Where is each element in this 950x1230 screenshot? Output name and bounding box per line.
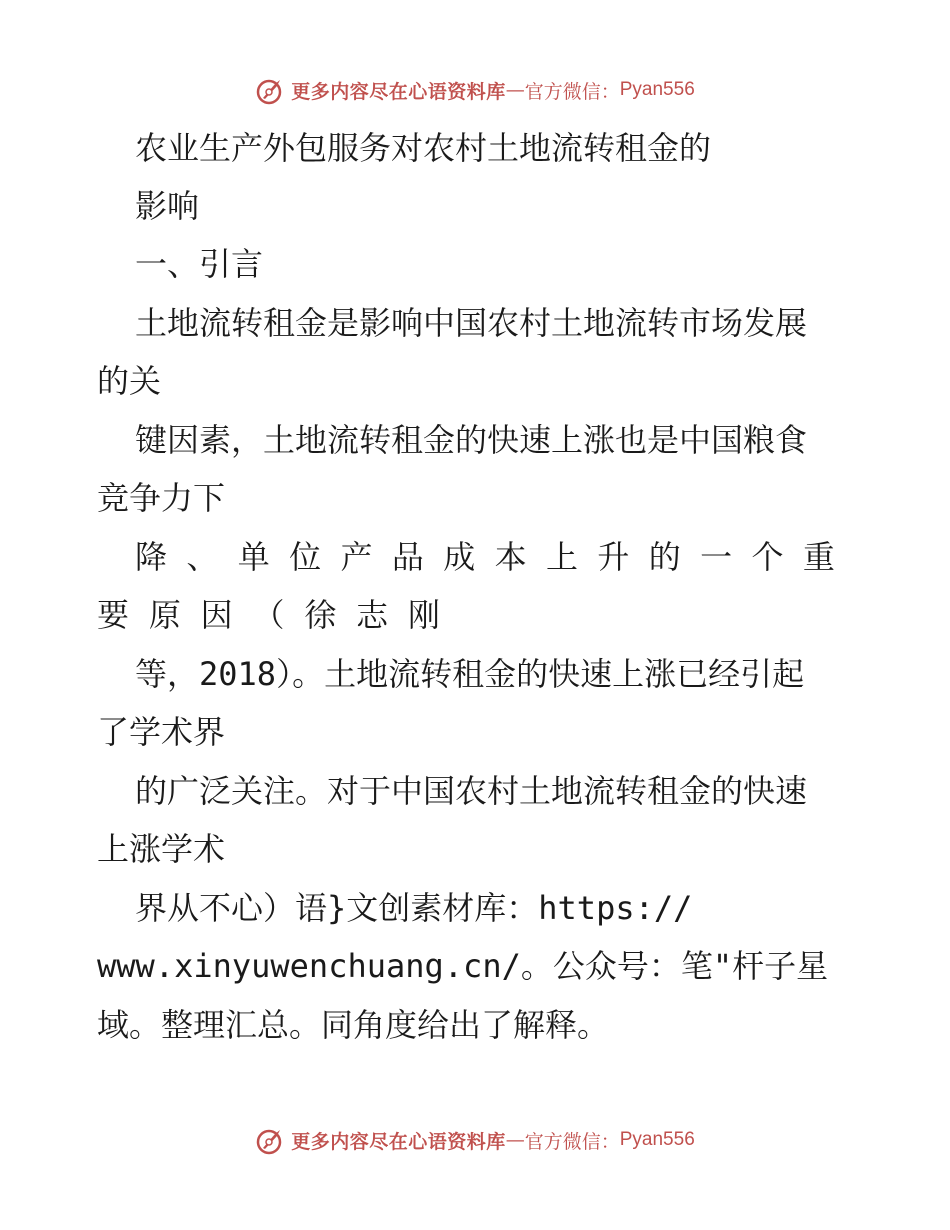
char: 位: [289, 538, 322, 576]
char: 个: [751, 538, 784, 576]
char: 原: [148, 596, 181, 634]
banner-dash: —: [505, 1129, 525, 1151]
body-line: 上涨学术: [97, 830, 226, 868]
char: 、: [186, 538, 219, 576]
char: 单: [237, 538, 270, 576]
char: 刚: [407, 596, 440, 634]
header-banner: [0, 70, 950, 110]
char: 上: [546, 538, 579, 576]
body-line-justified: [0, 595, 950, 635]
char: 要: [97, 596, 130, 634]
char: 徐: [304, 596, 337, 634]
banner-wechat-id: Pyan556: [619, 1129, 695, 1150]
banner-wechat-label: 官方微信：: [524, 1130, 620, 1153]
document-title-line-1: 农业生产外包服务对农村土地流转租金的: [135, 129, 712, 167]
char: （: [252, 596, 285, 634]
char: 降: [135, 538, 168, 576]
body-line-justified: [0, 537, 950, 577]
body-line: www.xinyuwenchuang.cn/。公众号：笔"杆子星: [97, 947, 829, 985]
char: 志: [356, 596, 389, 634]
pen-nib-logo-icon: [255, 74, 287, 106]
char: 重: [802, 538, 835, 576]
body-line: 键因素，土地流转租金的快速上涨也是中国粮食: [135, 421, 808, 459]
char: 品: [391, 538, 424, 576]
char: 成: [443, 538, 476, 576]
document-title-line-2: 影响: [135, 187, 200, 225]
banner-text: 更多内容尽在心语资料库: [291, 80, 506, 103]
banner-dash: —: [505, 79, 525, 101]
char: 一: [700, 538, 733, 576]
char: 因: [200, 596, 233, 634]
char: 产: [340, 538, 373, 576]
body-line: 等，2018）。土地流转租金的快速上涨已经引起: [135, 655, 805, 693]
body-line: 竞争力下: [97, 479, 226, 517]
banner-wechat-label: 官方微信：: [524, 80, 620, 103]
section-heading: 一、引言: [135, 245, 264, 283]
banner-wechat-id: Pyan556: [619, 79, 695, 100]
body-line: 土地流转租金是影响中国农村土地流转市场发展: [135, 304, 808, 342]
body-line: 界从不心）语}文创素材库：https://: [135, 889, 693, 927]
banner-text: 更多内容尽在心语资料库: [291, 1130, 506, 1153]
pen-nib-logo-icon: [255, 1124, 287, 1156]
char: 本: [494, 538, 527, 576]
body-line: 域。整理汇总。同角度给出了解释。: [97, 1006, 610, 1044]
footer-banner: [0, 1120, 950, 1160]
body-line: 了学术界: [97, 713, 226, 751]
body-line: 的关: [97, 362, 162, 400]
char: 升: [597, 538, 630, 576]
body-line: 的广泛关注。对于中国农村土地流转租金的快速: [135, 772, 808, 810]
char: 的: [648, 538, 681, 576]
